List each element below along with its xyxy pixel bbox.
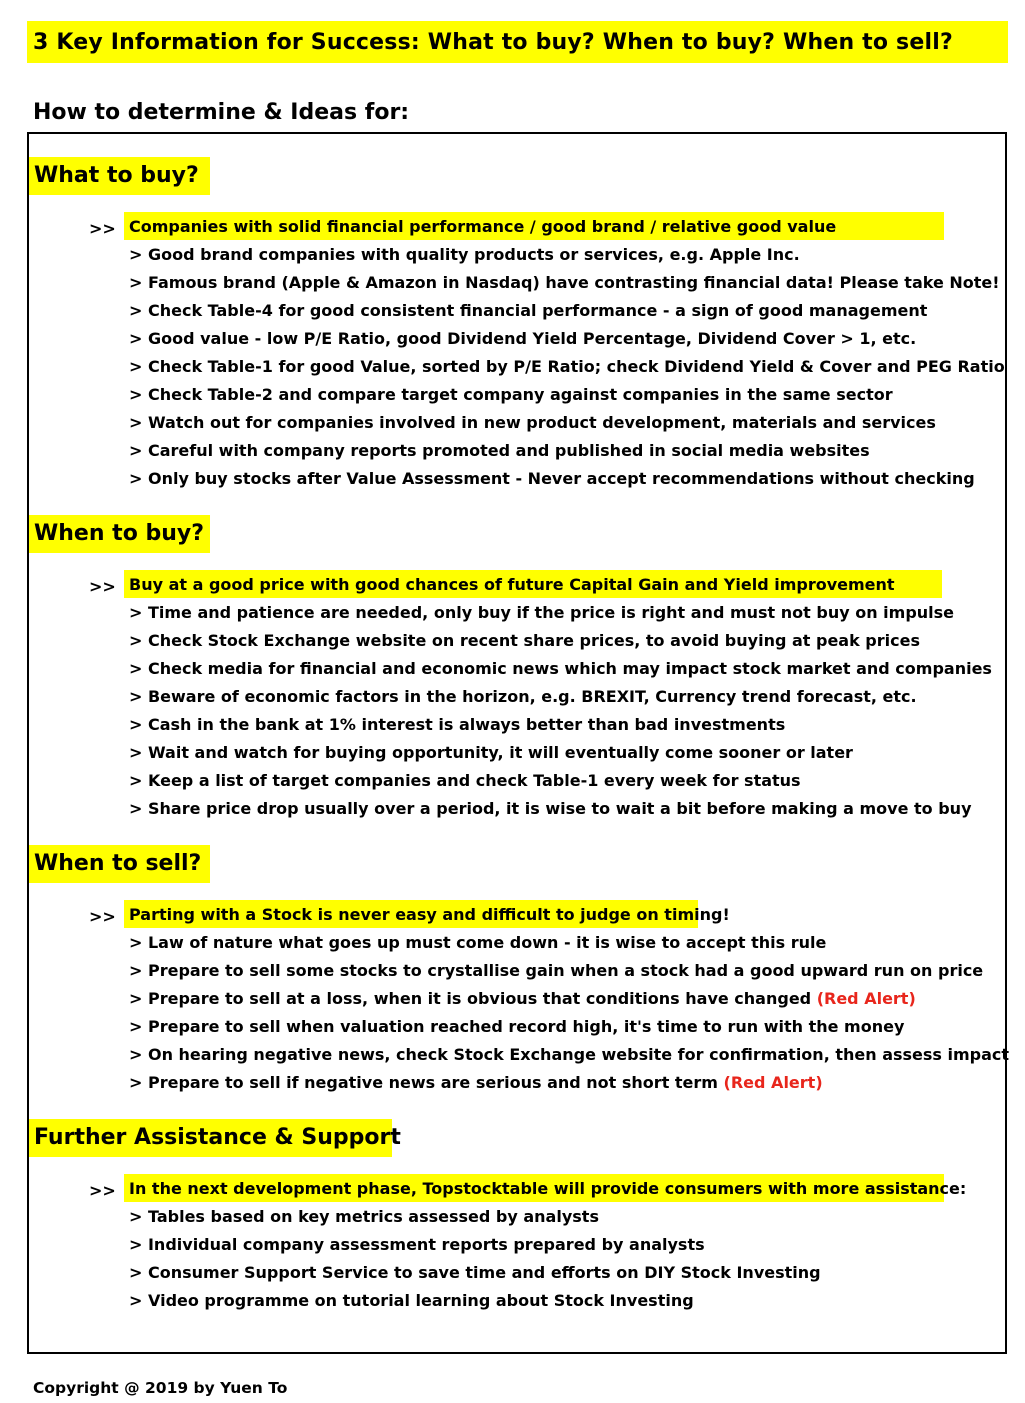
- arrow-marker: >>: [89, 907, 116, 926]
- bullet-list: [129, 929, 1009, 1097]
- list-item: > Share price drop usually over a period, it is wise to wait a bit before making a move to buy: [129, 799, 972, 818]
- arrow-marker: >>: [89, 577, 116, 596]
- content-frame: [27, 132, 1010, 1354]
- page-title: 3 Key Information for Success: What to buy? When to buy? When to sell?: [33, 30, 953, 55]
- list-item: > Famous brand (Apple & Amazon in Nasdaq) have contrasting financial data! Please take Note!: [129, 273, 1000, 292]
- list-item: > Careful with company reports promoted and published in social media websites: [129, 441, 870, 460]
- list-item: > Check Table-2 and compare target company against companies in the same sector: [129, 385, 893, 404]
- section-heading-bar: [29, 515, 210, 553]
- list-item: > Individual company assessment reports prepared by analysts: [129, 1235, 705, 1254]
- list-item: [129, 985, 1009, 1013]
- list-item: > Video programme on tutorial learning about Stock Investing: [129, 1291, 694, 1310]
- section-lead-highlight: [124, 1174, 967, 1202]
- red-alert-label: (Red Alert): [723, 1073, 823, 1092]
- copyright-notice: Copyright @ 2019 by Yuen To: [33, 1379, 288, 1397]
- list-item: > Keep a list of target companies and check Table-1 every week for status: [129, 771, 801, 790]
- list-item-text: > Prepare to sell at a loss, when it is obvious that conditions have changed: [129, 989, 817, 1008]
- list-item: > Watch out for companies involved in new product development, materials and services: [129, 413, 936, 432]
- list-item-text: > Prepare to sell if negative news are serious and not short term: [129, 1073, 724, 1092]
- section-heading: When to sell?: [34, 851, 202, 876]
- list-item: > Law of nature what goes up must come down - it is wise to accept this rule: [129, 933, 827, 952]
- red-alert-label: (Red Alert): [816, 989, 916, 1008]
- list-item: > Tables based on key metrics assessed by analysts: [129, 1207, 599, 1226]
- list-item: > Only buy stocks after Value Assessment - Never accept recommendations without checking: [129, 469, 975, 488]
- bullet-list: [129, 1203, 821, 1315]
- list-item: [129, 1069, 1009, 1097]
- section-heading-bar: [29, 845, 210, 883]
- section-lead-highlight: [124, 212, 944, 240]
- section-heading: Further Assistance & Support: [34, 1125, 401, 1150]
- list-item: > Prepare to sell when valuation reached record high, it's time to run with the money: [129, 1017, 905, 1036]
- section-heading: What to buy?: [34, 163, 199, 188]
- section-lead: Buy at a good price with good chances of future Capital Gain and Yield improvement: [129, 575, 895, 594]
- list-item: > Good value - low P/E Ratio, good Dividend Yield Percentage, Dividend Cover > 1, etc.: [129, 329, 917, 348]
- section-heading-bar: [29, 157, 210, 195]
- list-item: > Cash in the bank at 1% interest is always better than bad investments: [129, 715, 786, 734]
- bullet-list: [129, 599, 992, 823]
- bullet-list: [129, 241, 1005, 493]
- list-item: > Consumer Support Service to save time and efforts on DIY Stock Investing: [129, 1263, 821, 1282]
- list-item: > Check media for financial and economic news which may impact stock market and companies: [129, 659, 992, 678]
- list-item: > Good brand companies with quality products or services, e.g. Apple Inc.: [129, 245, 800, 264]
- list-item: > Check Table-1 for good Value, sorted by P/E Ratio; check Dividend Yield & Cover and PEG Ratio: [129, 357, 1005, 376]
- page-subtitle: How to determine & Ideas for:: [33, 100, 410, 125]
- list-item: > Beware of economic factors in the horizon, e.g. BREXIT, Currency trend forecast, etc.: [129, 687, 917, 706]
- list-item: > On hearing negative news, check Stock Exchange website for confirmation, then assess impact: [129, 1045, 1010, 1064]
- list-item: > Wait and watch for buying opportunity, it will eventually come sooner or later: [129, 743, 853, 762]
- list-item: > Prepare to sell some stocks to crystallise gain when a stock had a good upward run on price: [129, 961, 984, 980]
- arrow-marker: >>: [89, 1181, 116, 1200]
- section-lead: In the next development phase, Topstocktable will provide consumers with more assistance:: [129, 1179, 967, 1198]
- section-lead: Companies with solid financial performance / good brand / relative good value: [129, 217, 837, 236]
- list-item: > Check Stock Exchange website on recent share prices, to avoid buying at peak prices: [129, 631, 920, 650]
- arrow-marker: >>: [89, 219, 116, 238]
- list-item: > Check Table-4 for good consistent financial performance - a sign of good management: [129, 301, 928, 320]
- section-heading-bar: [29, 1119, 401, 1157]
- section-lead-highlight: [124, 570, 942, 598]
- section-lead-highlight: [124, 900, 730, 928]
- list-item: > Time and patience are needed, only buy if the price is right and must not buy on impulse: [129, 603, 955, 622]
- title-banner: [27, 21, 1008, 63]
- section-lead: Parting with a Stock is never easy and difficult to judge on timing!: [129, 905, 730, 924]
- section-heading: When to buy?: [34, 521, 204, 546]
